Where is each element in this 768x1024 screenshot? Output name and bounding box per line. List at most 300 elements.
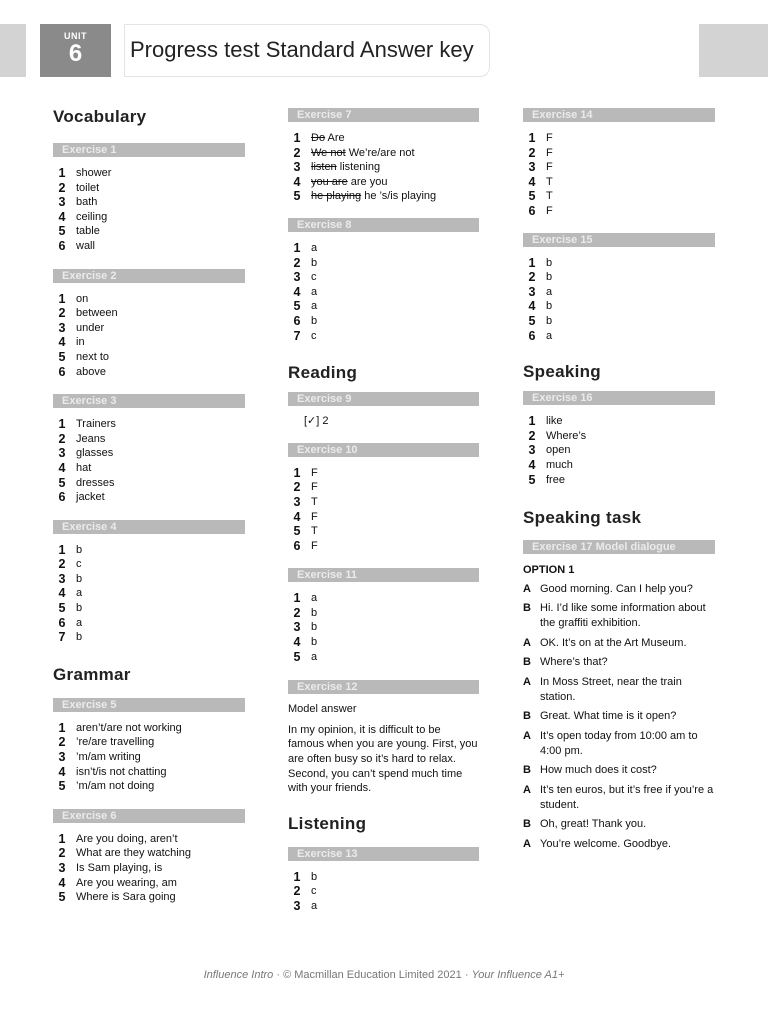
answer-text: c (311, 271, 317, 284)
line-text: OK. It’s on at the Art Museum. (540, 636, 687, 649)
footer-level: Your Influence A1+ (471, 969, 565, 981)
answer-text: a (311, 650, 318, 663)
dialogue-line (523, 675, 715, 705)
answer-text: open (546, 444, 571, 457)
dialogue-line (523, 655, 715, 670)
exercise-8 (288, 218, 479, 343)
answer-item (523, 146, 715, 161)
item-number: 3 (58, 195, 66, 210)
item-number: 2 (58, 735, 66, 750)
answer-list (288, 466, 479, 554)
answer-text: c (311, 885, 317, 898)
item-number: 1 (58, 720, 66, 735)
answer-item (53, 365, 245, 380)
dialogue-line (523, 582, 715, 597)
speaker: A (523, 675, 531, 688)
answer-text (306, 160, 380, 175)
answer-text: Trainers (76, 418, 116, 431)
answer-item (523, 429, 715, 444)
item-number: 1 (293, 240, 301, 255)
answer-item (523, 270, 715, 285)
exercise-label: Exercise 11 (288, 568, 479, 582)
answer-item (53, 572, 245, 587)
answer-item (53, 432, 245, 447)
item-number: 3 (293, 899, 301, 913)
item-number: 2 (293, 884, 301, 899)
answer-item (288, 189, 479, 204)
answer-text: b (311, 314, 318, 327)
item-number: 1 (293, 591, 301, 606)
answer-text: b (546, 256, 553, 269)
answer-item (53, 306, 245, 321)
item-number: 1 (58, 542, 66, 557)
section-title-grammar: Grammar (53, 664, 131, 684)
exercise-label: Exercise 1 (53, 143, 245, 157)
answer-text: a (76, 587, 83, 600)
answer-text: T (546, 190, 553, 203)
answer-item (523, 131, 715, 146)
item-number: 4 (58, 586, 66, 601)
answer-item (53, 446, 245, 461)
answer-text: hat (76, 461, 92, 474)
struck-word: he playing (311, 190, 362, 203)
answer-text: b (311, 606, 318, 619)
answer-list (53, 417, 245, 505)
option-heading: OPTION 1 (523, 564, 575, 577)
item-number: 6 (293, 313, 301, 328)
answer-item (523, 443, 715, 458)
answer-text: b (76, 543, 83, 556)
answer-text: b (311, 870, 318, 883)
footer-course: Influence Intro (203, 969, 274, 981)
answer-text: table (76, 225, 100, 238)
answer-list (53, 832, 245, 905)
answer-text: Are you doing, aren’t (76, 832, 178, 845)
exercise-16 (523, 391, 715, 487)
answer-text: under (76, 321, 105, 334)
exercise-4 (53, 520, 245, 645)
line-text: Where’s that? (540, 656, 608, 669)
unit-badge (40, 24, 111, 77)
item-number: 2 (58, 557, 66, 572)
line-text: Great. What time is it open? (540, 710, 677, 723)
answer-list (523, 131, 715, 219)
item-number: 4 (293, 174, 301, 189)
answer-item (288, 480, 479, 495)
answer-text: F (546, 146, 553, 159)
item-number: 5 (58, 601, 66, 616)
answer-item (523, 458, 715, 473)
item-number: 6 (528, 203, 536, 218)
answer-text: b (546, 300, 553, 313)
answer-text: ceiling (76, 210, 108, 223)
item-number: 2 (528, 428, 536, 443)
answer-text: a (76, 616, 83, 629)
section-title-speaking-task: Speaking task (523, 508, 642, 528)
answer-item (53, 292, 245, 307)
item-number: 3 (293, 270, 301, 285)
answer-item (288, 884, 479, 899)
answer-item (53, 861, 245, 876)
item-number: 5 (58, 779, 66, 794)
item-number: 2 (293, 145, 301, 160)
corrected-word: We’re/are not (348, 146, 415, 159)
answer-text: b (76, 572, 83, 585)
exercise-label: Exercise 10 (288, 443, 479, 457)
answer-text: F (311, 466, 318, 479)
item-number: 2 (58, 846, 66, 861)
item-number: 3 (58, 750, 66, 765)
item-number: 5 (293, 524, 301, 539)
unit-number: 6 (68, 40, 83, 67)
answer-text: a (311, 300, 318, 313)
column-right (523, 100, 715, 852)
page-title: Progress test Standard Answer key (130, 37, 474, 62)
answer-item (53, 239, 245, 254)
answer-text: above (76, 365, 106, 378)
exercise-label: Exercise 13 (288, 847, 479, 861)
corrected-word: Are (327, 132, 345, 144)
answer-item (523, 285, 715, 300)
answer-item (523, 299, 715, 314)
item-number: 2 (58, 180, 66, 195)
item-number: 1 (293, 869, 301, 884)
answer-text: much (546, 458, 573, 471)
answer-item (288, 606, 479, 621)
item-number: 5 (58, 349, 66, 364)
exercise-3 (53, 394, 245, 505)
answer-item (53, 890, 245, 905)
exercise-13 (288, 847, 479, 914)
answer-item (53, 721, 245, 736)
exercise-14 (523, 108, 715, 219)
exercise-7 (288, 108, 479, 204)
column-left (53, 100, 245, 905)
answer-item (523, 204, 715, 219)
answer-item (288, 510, 479, 525)
exercise-label: Exercise 6 (53, 809, 245, 823)
exercise-5 (53, 698, 245, 794)
answer-item (53, 846, 245, 861)
item-number: 5 (528, 472, 536, 487)
answer-text: like (546, 415, 563, 428)
answer-list (288, 591, 479, 664)
answer-list (523, 414, 715, 487)
answer-item (288, 539, 479, 554)
section-title-vocabulary: Vocabulary (53, 107, 147, 126)
answer-item (288, 299, 479, 314)
line-text: In Moss Street, near the train station. (540, 675, 682, 703)
answer-text: F (546, 204, 553, 217)
answer-list (53, 166, 245, 254)
item-number: 3 (58, 861, 66, 875)
answer-text: wall (76, 239, 95, 252)
item-number: 5 (58, 224, 66, 239)
exercise-label: Exercise 7 (288, 108, 479, 122)
speaker: B (523, 602, 531, 615)
answer-text (306, 175, 387, 190)
answer-item (53, 166, 245, 181)
corner-decoration-left (0, 24, 26, 77)
answer-text: b (76, 631, 83, 644)
answer-text (306, 131, 345, 146)
answer-text: T (546, 175, 553, 188)
struck-word: listen (311, 161, 337, 174)
answer-item (288, 285, 479, 300)
answer-item (53, 461, 245, 476)
exercise-1 (53, 143, 245, 254)
item-number: 6 (293, 538, 301, 553)
item-number: 2 (528, 145, 536, 160)
exercise-label: Exercise 9 (288, 392, 479, 406)
exercise-17 (523, 540, 715, 852)
answer-text: a (311, 285, 318, 298)
answer-item (288, 146, 479, 161)
item-number: 5 (293, 299, 301, 314)
exercise-11 (288, 568, 479, 664)
item-number: 4 (528, 299, 536, 314)
answer-text: toilet (76, 181, 100, 194)
dialogue-line (523, 636, 715, 651)
answer-text: b (311, 636, 318, 649)
speaker: A (523, 729, 531, 742)
answer-text: T (311, 495, 318, 508)
item-number: 3 (58, 571, 66, 586)
item-number: 6 (58, 238, 66, 253)
item-number: 6 (528, 328, 536, 343)
column-middle (288, 100, 479, 914)
answer-item (288, 160, 479, 175)
answer-item (288, 270, 479, 285)
exercise-label: Exercise 3 (53, 394, 245, 408)
corrected-word: listening (339, 161, 381, 174)
corrected-word: he ’s/is playing (364, 190, 437, 203)
dialogue-line (523, 729, 715, 759)
item-number: 5 (293, 649, 301, 664)
answer-item (523, 175, 715, 190)
item-number: 1 (58, 417, 66, 432)
answer-item (53, 735, 245, 750)
exercise-label: Exercise 15 (523, 233, 715, 247)
answer-text: What are they watching (76, 847, 191, 860)
title-box (124, 24, 490, 77)
exercise-label: Exercise 8 (288, 218, 479, 232)
answer-text: bath (76, 196, 98, 209)
dialogue-line (523, 709, 715, 724)
answer-item (523, 414, 715, 429)
item-number: 5 (528, 313, 536, 328)
line-text: Good morning. Can I help you? (540, 582, 693, 595)
line-text: How much does it cost? (540, 764, 657, 777)
answer-text: F (546, 161, 553, 174)
answer-text: isn’t/is not chatting (76, 765, 167, 778)
answer-text: c (311, 329, 317, 342)
answer-text: glasses (76, 447, 114, 460)
exercise-label: Exercise 12 (288, 680, 479, 694)
answer-item (288, 329, 479, 344)
item-number: 4 (528, 457, 536, 472)
answer-item (288, 650, 479, 665)
item-number: 5 (58, 475, 66, 490)
speaker: A (523, 837, 531, 850)
speaker: B (523, 656, 531, 669)
answer-item (523, 160, 715, 175)
answer-item (288, 635, 479, 650)
answer-text: b (311, 256, 318, 269)
dialogue-line (523, 783, 715, 813)
item-number: 4 (58, 335, 66, 350)
answer-item (53, 779, 245, 794)
answer-text: aren’t/are not working (76, 721, 182, 734)
answer-text: F (546, 132, 553, 144)
answer-text: shower (76, 167, 112, 179)
answer-text: next to (76, 350, 110, 363)
exercise-label: Exercise 16 (523, 391, 715, 405)
answer-item (288, 591, 479, 606)
answer-text: dresses (76, 476, 115, 489)
answer-text: Where is Sara going (76, 891, 176, 904)
exercise-label: Exercise 14 (523, 108, 715, 122)
item-number: 1 (58, 291, 66, 306)
answer-item (523, 256, 715, 271)
speaker: B (523, 818, 531, 831)
item-number: 2 (293, 605, 301, 620)
item-number: 6 (58, 615, 66, 630)
answer-list (53, 721, 245, 794)
answer-text: jacket (76, 491, 105, 504)
corrected-word: are you (350, 175, 388, 188)
answer-item (53, 490, 245, 505)
answer-text: a (311, 900, 318, 912)
struck-word: Do (311, 132, 326, 144)
item-number: 2 (293, 255, 301, 270)
speaker: B (523, 710, 531, 723)
item-number: 5 (528, 189, 536, 204)
answer-text: a (311, 241, 318, 254)
answer-list (53, 543, 245, 645)
answer-text: Are you wearing, am (76, 876, 177, 889)
dialogue-line (523, 601, 715, 631)
answer-text: b (76, 602, 83, 615)
item-number: 4 (293, 509, 301, 524)
answer-item (53, 750, 245, 765)
answer-text: b (546, 314, 553, 327)
item-number: 1 (58, 831, 66, 846)
answer-item (53, 586, 245, 601)
exercise-6 (53, 809, 245, 905)
answer-item (288, 870, 479, 885)
item-number: 3 (528, 160, 536, 175)
dialogue-line (523, 817, 715, 832)
exercise-9 (288, 392, 479, 429)
answer-text: a (546, 285, 553, 298)
answer-item (288, 620, 479, 635)
answer-text: b (546, 271, 553, 284)
answer-item (288, 175, 479, 190)
answer-item (53, 417, 245, 432)
answer-item (53, 876, 245, 891)
line-text: It’s open today from 10:00 am to 4:00 pm. (540, 729, 698, 757)
answer-item (288, 256, 479, 271)
answer-text: c (76, 558, 82, 571)
answer-text: F (311, 510, 318, 523)
speaker: B (523, 764, 531, 777)
line-text: Oh, great! Thank you. (540, 818, 647, 831)
section-title-listening: Listening (288, 813, 367, 833)
item-number: 4 (58, 764, 66, 779)
answer-item (53, 557, 245, 572)
item-number: 3 (58, 446, 66, 461)
answer-item (288, 495, 479, 510)
answer-text: ’m/am not doing (76, 780, 155, 793)
item-number: 6 (58, 364, 66, 379)
speaker: A (523, 783, 531, 796)
item-number: 1 (528, 131, 536, 145)
item-number: 5 (58, 890, 66, 905)
tick-answer: [✓] 2 (304, 415, 329, 428)
item-number: 2 (293, 480, 301, 495)
item-number: 3 (293, 160, 301, 175)
answer-text: a (311, 592, 318, 605)
answer-item (288, 466, 479, 481)
section-title-speaking: Speaking (523, 362, 601, 382)
answer-item (523, 314, 715, 329)
answer-item (288, 899, 479, 914)
exercise-10 (288, 443, 479, 554)
answer-item (53, 224, 245, 239)
unit-label: UNIT (64, 31, 87, 41)
item-number: 3 (293, 494, 301, 509)
answer-text: Jeans (76, 432, 106, 445)
answer-text: a (546, 329, 553, 342)
answer-item (53, 476, 245, 491)
struck-word: We not (311, 146, 346, 159)
item-number: 2 (58, 306, 66, 321)
answer-item (288, 241, 479, 256)
answer-list (53, 292, 245, 380)
answer-text: Is Sam playing, is (76, 862, 163, 874)
answer-item (523, 329, 715, 344)
answer-text: between (76, 307, 118, 320)
struck-word: you are (311, 175, 348, 188)
exercise-label: Exercise 17 Model dialogue (523, 540, 715, 554)
exercise-15 (523, 233, 715, 344)
speaker: A (523, 582, 531, 595)
item-number: 3 (528, 284, 536, 299)
answer-item (53, 630, 245, 645)
footer-copyright: © Macmillan Education Limited 2021 (283, 969, 462, 981)
answer-text: F (311, 481, 318, 494)
item-number: 4 (58, 209, 66, 224)
answer-item (53, 181, 245, 196)
answer-text: on (76, 292, 89, 305)
answer-list (288, 241, 479, 343)
section-title-reading: Reading (288, 363, 358, 383)
model-answer-text: In my opinion, it is difficult to be famous when you are young. First, you are often busy so it’s hard to relax. Second, you can’t spend much time with your friends. (288, 723, 478, 795)
answer-item (288, 314, 479, 329)
item-number: 5 (293, 189, 301, 204)
answer-item (53, 543, 245, 558)
answer-text (306, 146, 415, 161)
answer-item (53, 335, 245, 350)
answer-text (306, 189, 436, 204)
answer-item (53, 765, 245, 780)
exercise-2 (53, 269, 245, 380)
answer-text: F (311, 539, 318, 552)
item-number: 3 (528, 443, 536, 458)
item-number: 3 (58, 320, 66, 335)
item-number: 2 (58, 431, 66, 446)
